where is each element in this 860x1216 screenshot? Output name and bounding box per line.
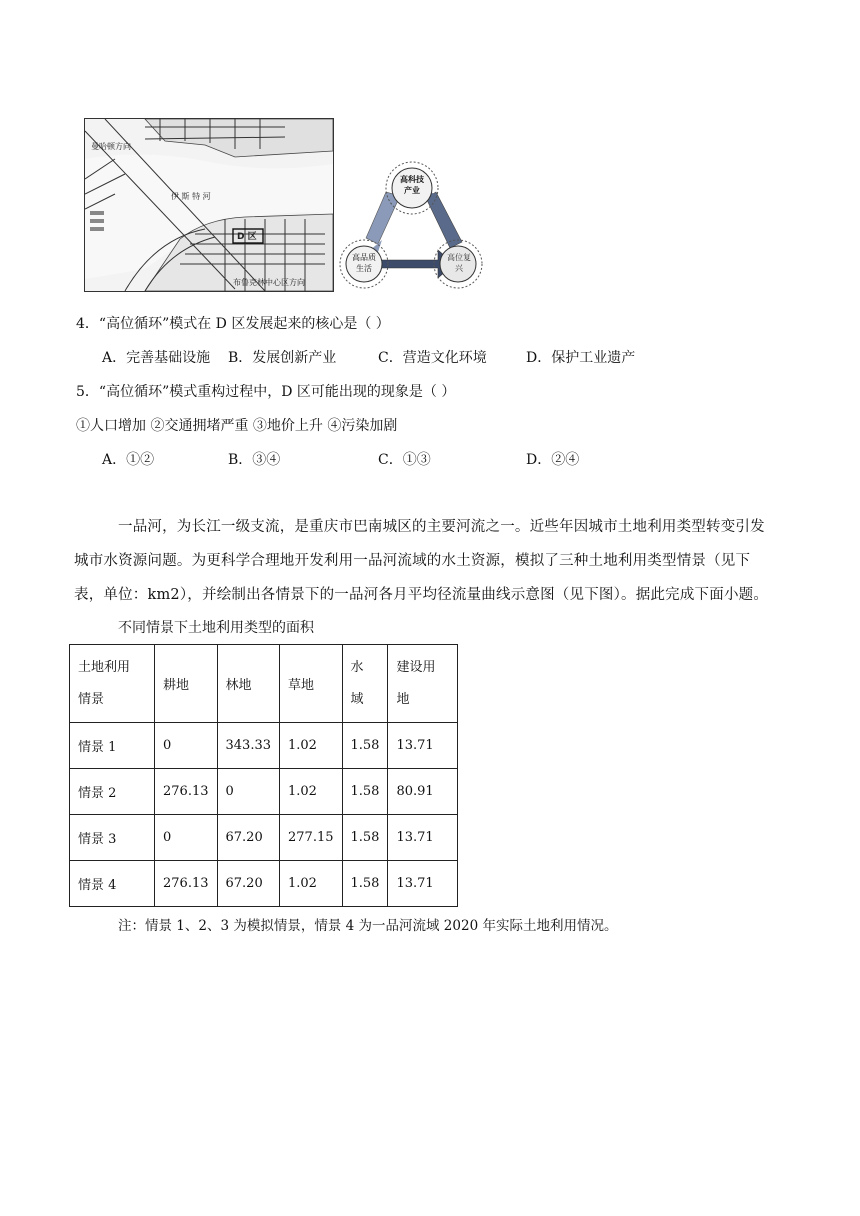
- table-cell: 1.58: [342, 815, 388, 861]
- q5-option-c[interactable]: C．①③: [378, 452, 431, 468]
- table-row: [70, 861, 458, 907]
- table-cell: 67.20: [217, 861, 280, 907]
- table-header-row: [70, 645, 458, 723]
- passage-line-1: 一品河，为长江一级支流，是重庆市巴南城区的主要河流之一。近些年因城市土地利用类型转变引发: [118, 519, 765, 535]
- header-cell: 建设用 地: [388, 645, 458, 723]
- passage-line-2: 城市水资源问题。为更科学合理地开发利用一品河流域的水土资源，模拟了三种土地利用类型情景（见下: [74, 553, 751, 569]
- table-row: [70, 815, 458, 861]
- header-cell: 草地: [280, 645, 343, 723]
- table-cell: 1.02: [280, 861, 343, 907]
- q5-option-b[interactable]: B．③④: [228, 452, 281, 468]
- node-high-tech: 高科技产业: [400, 175, 424, 195]
- table-cell: 1.58: [342, 723, 388, 769]
- table-cell: 343.33: [217, 723, 280, 769]
- q5-option-d[interactable]: D．②④: [526, 452, 580, 468]
- node-quality-life: 高品质生活: [352, 253, 376, 273]
- table-cell: 情景 3: [70, 815, 155, 861]
- q4-option-a[interactable]: A．完善基础设施: [102, 350, 211, 366]
- table-cell: 情景 4: [70, 861, 155, 907]
- header-cell: 土地利用 情景: [70, 645, 155, 723]
- table-cell: 67.20: [217, 815, 280, 861]
- table-cell: 13.71: [388, 723, 458, 769]
- d-district-map: [84, 118, 334, 292]
- table-cell: 1.58: [342, 861, 388, 907]
- table-cell: 276.13: [155, 769, 218, 815]
- table-cell: 276.13: [155, 861, 218, 907]
- q4-option-c[interactable]: C．营造文化环境: [378, 350, 487, 366]
- table-cell: 13.71: [388, 861, 458, 907]
- map-label-manhattan: 曼哈顿方向: [91, 142, 131, 151]
- node-revival: 高位复兴: [447, 253, 471, 273]
- table-cell: 277.15: [280, 815, 343, 861]
- header-cell: 水 域: [342, 645, 388, 723]
- question-5-stem: 5．“高位循环”模式重构过程中，D 区可能出现的现象是（ ）: [76, 384, 456, 400]
- question-5-items: ①人口增加 ②交通拥堵严重 ③地价上升 ④污染加剧: [76, 418, 398, 434]
- table-cell: 0: [155, 815, 218, 861]
- passage-line-3: 表，单位：km2），并绘制出各情景下的一品河各月平均径流量曲线示意图（见下图）。据此完成下面小题。: [74, 587, 769, 603]
- high-cycle-diagram: [338, 152, 486, 292]
- question-4-stem: 4．“高位循环”模式在 D 区发展起来的核心是（ ）: [76, 316, 390, 332]
- map-label-river: 伊 斯 特 河: [171, 192, 211, 201]
- table-cell: 80.91: [388, 769, 458, 815]
- q4-option-b[interactable]: B．发展创新产业: [228, 350, 337, 366]
- table-row: [70, 723, 458, 769]
- q5-option-a[interactable]: A．①②: [102, 452, 155, 468]
- header-cell: 林地: [217, 645, 280, 723]
- q4-option-d[interactable]: D．保护工业遗产: [526, 350, 636, 366]
- land-use-table: [69, 644, 458, 907]
- table-cell: 0: [155, 723, 218, 769]
- table-cell: 情景 2: [70, 769, 155, 815]
- table-cell: 1.58: [342, 769, 388, 815]
- table-caption: 不同情景下土地利用类型的面积: [118, 620, 314, 636]
- table-cell: 1.02: [280, 723, 343, 769]
- map-label-district: D 区: [237, 232, 257, 242]
- table-cell: 1.02: [280, 769, 343, 815]
- table-row: [70, 769, 458, 815]
- table-cell: 情景 1: [70, 723, 155, 769]
- table-cell: 0: [217, 769, 280, 815]
- table-cell: 13.71: [388, 815, 458, 861]
- table-note: 注：情景 1、2、3 为模拟情景，情景 4 为一品河流域 2020 年实际土地利用情况。: [118, 918, 618, 934]
- header-cell: 耕地: [155, 645, 218, 723]
- map-label-brooklyn: 布鲁克林中心区方向: [233, 278, 305, 287]
